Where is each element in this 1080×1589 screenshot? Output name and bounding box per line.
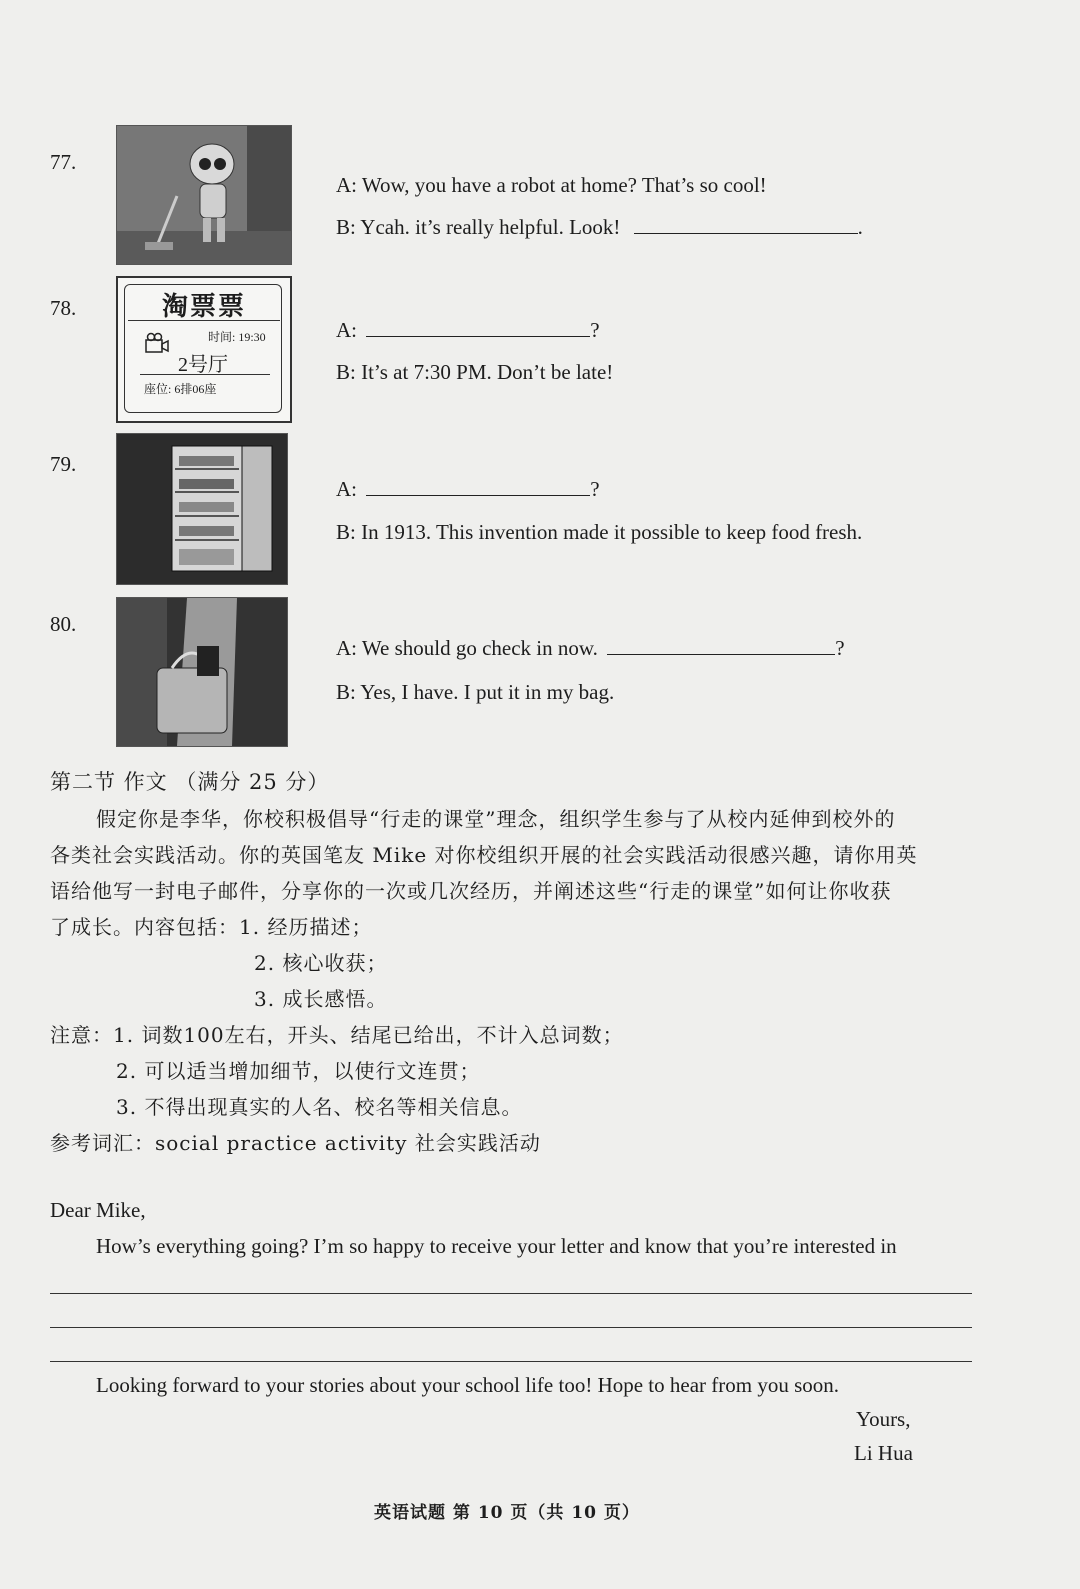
page-footer: 英语试题 第 10 页（共 10 页） — [374, 1503, 640, 1523]
question-number: 79. — [50, 452, 77, 476]
section-heading: 第二节 作文 （满分 25 分） — [50, 770, 330, 794]
answer-blank[interactable] — [366, 477, 590, 496]
dialogue-text: A: — [336, 318, 357, 342]
vocab-line: 参考词汇：social practice activity 社会实践活动 — [50, 1131, 541, 1155]
dialogue-line-a — [336, 636, 845, 661]
dialogue-line-a — [336, 477, 600, 502]
punctuation: ? — [590, 477, 600, 501]
dialogue-text: A: — [336, 477, 357, 501]
passport-bag-image — [116, 597, 288, 747]
dialogue-line-a: A: Wow, you have a robot at home? That’s so cool! — [336, 173, 767, 197]
writing-line[interactable] — [50, 1361, 972, 1362]
movie-ticket-image — [116, 276, 292, 423]
content-item: 2. 核心收获； — [254, 951, 388, 975]
dialogue-line-b: B: In 1913. This invention made it possible to keep food fresh. — [336, 520, 863, 544]
punctuation: . — [857, 215, 863, 239]
dialogue-text: B: Ycah. it’s really helpful. Look! — [336, 215, 621, 239]
ticket-hall: 2号厅 — [178, 354, 228, 376]
writing-line[interactable] — [50, 1293, 972, 1294]
answer-blank[interactable] — [607, 636, 835, 655]
punctuation: ? — [835, 636, 845, 660]
note-line: 注意：1. 词数100左右，开头、结尾已给出，不计入总词数； — [50, 1023, 624, 1047]
ticket-time: 时间: 19:30 — [208, 330, 266, 344]
letter-greeting: Dear Mike, — [50, 1198, 146, 1222]
refrigerator-image — [116, 433, 288, 585]
question-number: 80. — [50, 612, 77, 636]
answer-blank[interactable] — [366, 318, 590, 337]
writing-line[interactable] — [50, 1327, 972, 1328]
dialogue-line-b — [336, 215, 863, 240]
prompt-line: 各类社会实践活动。你的英国笔友 Mike 对你校组织开展的社会实践活动很感兴趣，请你用英 — [50, 843, 918, 867]
robot-sweeping-image — [116, 125, 292, 265]
dialogue-line-a — [336, 318, 600, 343]
note-line: 2. 可以适当增加细节，以使行文连贯； — [116, 1059, 481, 1083]
letter-signature: Li Hua — [854, 1441, 913, 1465]
note-line: 3. 不得出现真实的人名、校名等相关信息。 — [116, 1095, 523, 1119]
letter-closing: Looking forward to your stories about your school life too! Hope to hear from you soon. — [96, 1373, 840, 1397]
content-item: 3. 成长感悟。 — [254, 987, 388, 1011]
dialogue-line-b: B: It’s at 7:30 PM. Don’t be late! — [336, 360, 614, 384]
prompt-line: 了成长。内容包括：1. 经历描述； — [50, 915, 373, 939]
ticket-title: 淘票票 — [161, 292, 246, 321]
film-camera-icon — [144, 332, 170, 361]
ticket-seat: 座位: 6排06座 — [144, 382, 217, 396]
punctuation: ? — [590, 318, 600, 342]
answer-blank[interactable] — [634, 215, 858, 234]
prompt-line: 语给他写一封电子邮件，分享你的一次或几次经历，并阐述这些“行走的课堂”如何让你收获 — [50, 879, 892, 903]
letter-opening: How’s everything going? I’m so happy to receive your letter and know that you’re interested in — [96, 1234, 897, 1258]
question-number: 78. — [50, 296, 77, 320]
dialogue-line-b: B: Yes, I have. I put it in my bag. — [336, 680, 615, 704]
question-number: 77. — [50, 150, 77, 174]
prompt-line: 假定你是李华，你校积极倡导“行走的课堂”理念，组织学生参与了从校内延伸到校外的 — [96, 807, 896, 831]
dialogue-text: A: We should go check in now. — [336, 636, 598, 660]
letter-signoff: Yours, — [856, 1407, 911, 1431]
